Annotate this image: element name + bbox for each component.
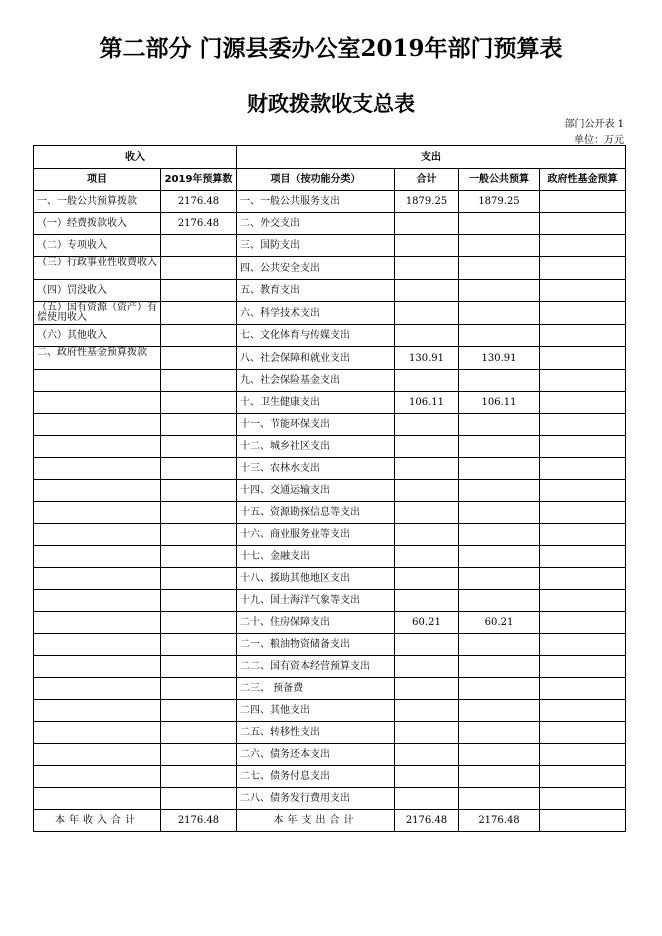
income-budget-cell xyxy=(161,590,237,612)
income-item-cell xyxy=(34,436,161,458)
total-cell xyxy=(395,213,459,235)
total-cell: 60.21 xyxy=(395,612,459,634)
total-cell xyxy=(395,436,459,458)
total-cell xyxy=(395,414,459,436)
total-cell xyxy=(395,766,459,788)
total-cell xyxy=(395,546,459,568)
income-budget-cell xyxy=(161,524,237,546)
document-number: 部门公开表 1 xyxy=(564,119,624,130)
general-budget-cell: 130.91 xyxy=(459,347,540,370)
income-budget-cell xyxy=(161,347,237,370)
expense-total-label: 本年支出合计 xyxy=(237,810,395,832)
fund-budget-cell xyxy=(540,590,626,612)
income-item-cell: （一）经费拨款收入 xyxy=(34,213,161,235)
table-row xyxy=(34,191,626,213)
fund-budget-cell xyxy=(540,414,626,436)
income-budget-cell xyxy=(161,302,237,325)
fund-budget-cell xyxy=(540,656,626,678)
table-row xyxy=(34,302,626,325)
fund-budget-cell xyxy=(540,302,626,325)
income-total-label: 本年收入合计 xyxy=(34,810,161,832)
fund-budget-cell xyxy=(540,678,626,700)
fund-budget-cell xyxy=(540,788,626,810)
income-item-cell xyxy=(34,546,161,568)
general-budget-cell xyxy=(459,458,540,480)
table-row xyxy=(34,325,626,347)
expense-item-cell: 二七、债务付息支出 xyxy=(237,766,395,788)
fund-budget-cell xyxy=(540,370,626,392)
income-item-cell xyxy=(34,766,161,788)
table-row xyxy=(34,546,626,568)
table-row xyxy=(34,766,626,788)
table-row xyxy=(34,414,626,436)
table-row xyxy=(34,392,626,414)
income-budget-header: 2019年预算数 xyxy=(161,169,237,191)
income-budget-cell xyxy=(161,370,237,392)
table-row xyxy=(34,347,626,370)
general-budget-cell xyxy=(459,700,540,722)
table-row xyxy=(34,257,626,280)
income-item-cell xyxy=(34,722,161,744)
expense-item-cell: 十六、商业服务业等支出 xyxy=(237,524,395,546)
fund-budget-cell xyxy=(540,347,626,370)
table-row xyxy=(34,634,626,656)
income-budget-cell xyxy=(161,280,237,302)
income-budget-cell xyxy=(161,568,237,590)
general-budget-cell xyxy=(459,590,540,612)
income-item-cell: （六）其他收入 xyxy=(34,325,161,347)
page-title: 第二部分 门源县委办公室2019年部门预算表 xyxy=(99,35,563,62)
total-cell: 106.11 xyxy=(395,392,459,414)
income-budget-cell xyxy=(161,414,237,436)
income-budget-cell xyxy=(161,722,237,744)
totals-row xyxy=(34,810,626,832)
table-row xyxy=(34,502,626,524)
total-cell: 1879.25 xyxy=(395,191,459,213)
total-cell xyxy=(395,744,459,766)
table-title: 财政拨款收支总表 xyxy=(247,91,415,116)
general-budget-cell: 60.21 xyxy=(459,612,540,634)
total-cell xyxy=(395,788,459,810)
fund-budget-cell xyxy=(540,458,626,480)
general-budget-cell xyxy=(459,766,540,788)
unit-label: 单位：万元 xyxy=(574,135,624,146)
total-cell: 130.91 xyxy=(395,347,459,370)
general-budget-cell: 1879.25 xyxy=(459,191,540,213)
general-budget-cell xyxy=(459,280,540,302)
table-row xyxy=(34,480,626,502)
expense-item-cell: 十二、城乡社区支出 xyxy=(237,436,395,458)
expense-item-cell: 二五、转移性支出 xyxy=(237,722,395,744)
total-cell xyxy=(395,235,459,257)
total-cell xyxy=(395,524,459,546)
general-budget-cell xyxy=(459,325,540,347)
table-row xyxy=(34,590,626,612)
expense-item-cell: 二二、国有资本经营预算支出 xyxy=(237,656,395,678)
fund-budget-cell xyxy=(540,257,626,280)
fund-budget-cell xyxy=(540,766,626,788)
income-item-cell: （二）专项收入 xyxy=(34,235,161,257)
general-budget-cell xyxy=(459,524,540,546)
income-item-cell: （五）国有资源（资产）有偿使用收入 xyxy=(34,302,161,325)
general-budget-cell xyxy=(459,546,540,568)
fund-budget-cell xyxy=(540,722,626,744)
table-row xyxy=(34,280,626,302)
expense-item-cell: 二一、粮油物资储备支出 xyxy=(237,634,395,656)
general-budget-cell xyxy=(459,744,540,766)
income-budget-cell xyxy=(161,235,237,257)
income-budget-cell xyxy=(161,325,237,347)
income-item-cell: （四）罚没收入 xyxy=(34,280,161,302)
income-budget-cell xyxy=(161,612,237,634)
general-budget-cell xyxy=(459,568,540,590)
expense-item-cell: 二四、其他支出 xyxy=(237,700,395,722)
fund-budget-cell xyxy=(540,235,626,257)
general-budget-cell xyxy=(459,436,540,458)
table-row xyxy=(34,436,626,458)
total-cell xyxy=(395,634,459,656)
income-item-cell xyxy=(34,370,161,392)
general-budget-cell xyxy=(459,414,540,436)
fund-budget-cell xyxy=(540,634,626,656)
income-item-cell: 二、政府性基金预算拨款 xyxy=(34,347,161,370)
expense-item-cell: 八、社会保障和就业支出 xyxy=(237,347,395,370)
table-row xyxy=(34,612,626,634)
fund-budget-cell xyxy=(540,612,626,634)
expense-item-cell: 十三、农林水支出 xyxy=(237,458,395,480)
expense-section-header: 支出 xyxy=(237,146,626,169)
general-budget-cell xyxy=(459,302,540,325)
table-row xyxy=(34,568,626,590)
general-budget-cell xyxy=(459,480,540,502)
expense-item-cell: 二六、债务还本支出 xyxy=(237,744,395,766)
income-budget-cell xyxy=(161,678,237,700)
total-cell xyxy=(395,480,459,502)
expense-item-cell: 二八、债务发行费用支出 xyxy=(237,788,395,810)
total-cell xyxy=(395,722,459,744)
income-budget-cell xyxy=(161,700,237,722)
income-item-cell xyxy=(34,678,161,700)
income-budget-cell xyxy=(161,502,237,524)
income-budget-cell xyxy=(161,480,237,502)
income-item-cell xyxy=(34,634,161,656)
table-row xyxy=(34,678,626,700)
income-item-cell xyxy=(34,590,161,612)
table-row xyxy=(34,524,626,546)
general-budget-cell xyxy=(459,257,540,280)
expense-item-cell: 三、国防支出 xyxy=(237,235,395,257)
total-cell xyxy=(395,700,459,722)
table-row xyxy=(34,235,626,257)
fund-budget-cell xyxy=(540,392,626,414)
table-row xyxy=(34,722,626,744)
expense-item-cell: 九、社会保险基金支出 xyxy=(237,370,395,392)
income-item-cell xyxy=(34,568,161,590)
total-cell xyxy=(395,302,459,325)
section-header-row xyxy=(34,146,626,169)
expense-item-cell: 七、文化体育与传媒支出 xyxy=(237,325,395,347)
table-row xyxy=(34,458,626,480)
income-item-cell xyxy=(34,744,161,766)
general-budget-header: 一般公共预算 xyxy=(459,169,540,191)
total-cell xyxy=(395,325,459,347)
income-budget-cell xyxy=(161,436,237,458)
income-item-cell: （三）行政事业性收费收入 xyxy=(34,257,161,280)
table-row xyxy=(34,656,626,678)
expense-fund-total-value xyxy=(540,810,626,832)
table-row xyxy=(34,788,626,810)
income-item-cell xyxy=(34,524,161,546)
expense-total-value: 2176.48 xyxy=(395,810,459,832)
income-budget-cell xyxy=(161,257,237,280)
expense-item-cell: 二、外交支出 xyxy=(237,213,395,235)
fund-budget-cell xyxy=(540,480,626,502)
general-budget-cell xyxy=(459,788,540,810)
expense-item-cell: 五、教育支出 xyxy=(237,280,395,302)
expense-item-cell: 六、科学技术支出 xyxy=(237,302,395,325)
total-cell xyxy=(395,568,459,590)
income-item-cell xyxy=(34,788,161,810)
total-cell xyxy=(395,458,459,480)
table-row xyxy=(34,700,626,722)
general-budget-cell xyxy=(459,213,540,235)
income-budget-cell xyxy=(161,788,237,810)
expense-item-cell: 十八、援助其他地区支出 xyxy=(237,568,395,590)
fund-budget-cell xyxy=(540,213,626,235)
general-budget-cell xyxy=(459,656,540,678)
column-header-row xyxy=(34,169,626,191)
income-budget-cell: 2176.48 xyxy=(161,213,237,235)
fund-budget-cell xyxy=(540,568,626,590)
income-item-cell xyxy=(34,458,161,480)
expense-item-cell: 十九、国土海洋气象等支出 xyxy=(237,590,395,612)
total-cell xyxy=(395,656,459,678)
income-section-header: 收入 xyxy=(34,146,237,169)
income-item-cell xyxy=(34,700,161,722)
fund-budget-cell xyxy=(540,700,626,722)
expense-item-cell: 十四、交通运输支出 xyxy=(237,480,395,502)
total-header: 合计 xyxy=(395,169,459,191)
income-budget-cell xyxy=(161,634,237,656)
general-budget-cell xyxy=(459,634,540,656)
income-item-cell xyxy=(34,392,161,414)
income-item-cell xyxy=(34,414,161,436)
income-budget-cell xyxy=(161,546,237,568)
table-row xyxy=(34,213,626,235)
income-item-cell xyxy=(34,480,161,502)
fund-budget-cell xyxy=(540,191,626,213)
total-cell xyxy=(395,678,459,700)
general-budget-cell xyxy=(459,502,540,524)
income-budget-cell xyxy=(161,744,237,766)
expense-item-cell: 十五、资源勘探信息等支出 xyxy=(237,502,395,524)
fund-budget-cell xyxy=(540,546,626,568)
income-item-cell xyxy=(34,502,161,524)
fund-budget-cell xyxy=(540,502,626,524)
expense-item-cell: 四、公共安全支出 xyxy=(237,257,395,280)
table-row xyxy=(34,744,626,766)
expense-item-cell: 二十、住房保障支出 xyxy=(237,612,395,634)
total-cell xyxy=(395,502,459,524)
general-budget-cell xyxy=(459,370,540,392)
general-budget-cell: 106.11 xyxy=(459,392,540,414)
fund-budget-cell xyxy=(540,436,626,458)
expense-item-cell: 二三、 预备费 xyxy=(237,678,395,700)
total-cell xyxy=(395,590,459,612)
total-cell xyxy=(395,370,459,392)
income-total-value: 2176.48 xyxy=(161,810,237,832)
general-budget-cell xyxy=(459,235,540,257)
expense-item-cell: 十一、节能环保支出 xyxy=(237,414,395,436)
budget-table xyxy=(33,145,626,832)
income-budget-cell: 2176.48 xyxy=(161,191,237,213)
income-budget-cell xyxy=(161,766,237,788)
fund-budget-cell xyxy=(540,280,626,302)
expense-item-cell: 十七、金融支出 xyxy=(237,546,395,568)
income-item-cell xyxy=(34,656,161,678)
income-item-cell xyxy=(34,612,161,634)
expense-general-total-value: 2176.48 xyxy=(459,810,540,832)
total-cell xyxy=(395,257,459,280)
fund-budget-cell xyxy=(540,325,626,347)
expense-item-cell: 一、一般公共服务支出 xyxy=(237,191,395,213)
expense-item-header: 项目（按功能分类） xyxy=(237,169,395,191)
fund-budget-cell xyxy=(540,524,626,546)
income-budget-cell xyxy=(161,656,237,678)
income-item-cell: 一、一般公共预算拨款 xyxy=(34,191,161,213)
general-budget-cell xyxy=(459,722,540,744)
total-cell xyxy=(395,280,459,302)
income-item-header: 项目 xyxy=(34,169,161,191)
table-row xyxy=(34,370,626,392)
expense-item-cell: 十、卫生健康支出 xyxy=(237,392,395,414)
general-budget-cell xyxy=(459,678,540,700)
fund-budget-cell xyxy=(540,744,626,766)
fund-budget-header: 政府性基金预算 xyxy=(540,169,626,191)
income-budget-cell xyxy=(161,458,237,480)
income-budget-cell xyxy=(161,392,237,414)
